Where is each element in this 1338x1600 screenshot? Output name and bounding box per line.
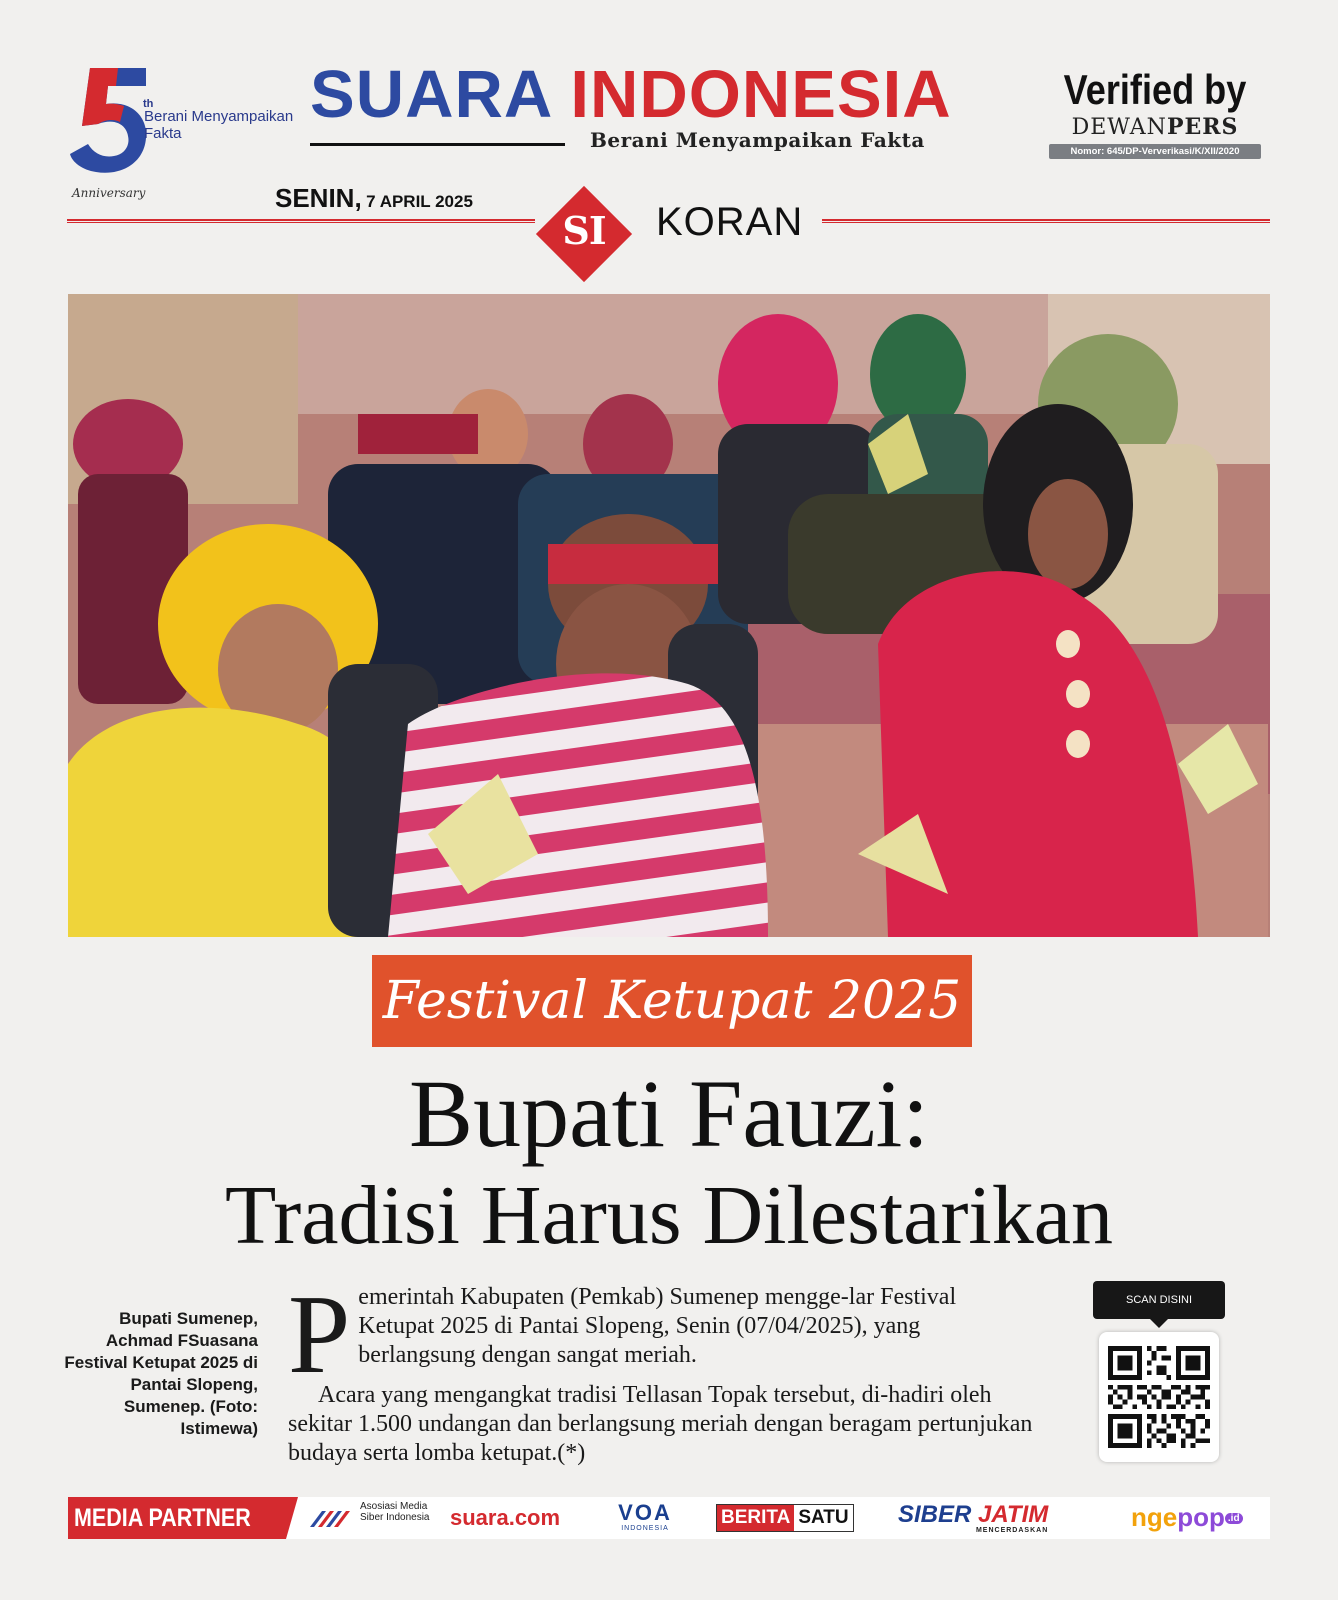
masthead-slogan: Berani Menyampaikan Fakta xyxy=(590,128,925,152)
verified-title: Verified by xyxy=(1063,66,1247,113)
headline xyxy=(0,1060,1338,1264)
masthead xyxy=(310,57,1030,132)
voa-logo-subtext: INDONESIA xyxy=(621,1525,669,1532)
headline-kicker: Festival Ketupat 2025 xyxy=(372,955,972,1047)
anniversary-script: Anniversary xyxy=(72,186,146,200)
article-paragraph-2: Acara yang mengangkat tradisi Tellasan Topak tersebut, di-hadiri oleh sekitar 1.500 undangan dan berlangsung meriah dengan beragam pertunjukan budaya serta lomba ketupat.(*) xyxy=(288,1382,1033,1466)
verified-org xyxy=(1040,114,1270,140)
festival-photo xyxy=(68,294,1270,937)
article-dropcap: P xyxy=(288,1273,351,1397)
media-partner-bar xyxy=(68,1497,1270,1539)
media-partner-label-tail xyxy=(286,1497,298,1539)
media-partner-label xyxy=(68,1497,286,1539)
qr-scan-box[interactable] xyxy=(1093,1281,1225,1465)
photo-caption: Bupati Sumenep, Achmad FSuasana Festival Ketupat 2025 di Pantai Slopeng, Sumenep. (Foto: Istimewa) xyxy=(64,1309,258,1438)
masthead-title xyxy=(310,58,952,132)
voa-logo-text: VOA xyxy=(618,1500,672,1525)
anniversary-logo xyxy=(68,64,298,214)
media-partner-label-text: MEDIA PARTNER xyxy=(74,1504,251,1532)
si-badge xyxy=(536,186,632,282)
partner-suara-logo[interactable]: suara.com xyxy=(450,1505,561,1530)
verified-badge xyxy=(1040,68,1270,159)
anniversary-suffix: th xyxy=(143,98,154,110)
festival-photo-illustration xyxy=(68,294,1270,937)
article-body xyxy=(288,1273,1038,1468)
qr-label: SCAN DISINI xyxy=(1093,1281,1225,1319)
five-anniversary-icon xyxy=(68,64,150,176)
dateline xyxy=(275,183,473,214)
partner-amsi-text: Asosiasi Media Siber Indonesia xyxy=(360,1501,430,1523)
si-badge-text: SI xyxy=(562,208,606,253)
partner-siberjatim-logo[interactable] xyxy=(898,1503,1048,1545)
date-day: SENIN, xyxy=(275,183,362,213)
verified-number: Nomor: 645/DP-Ververikasi/K/XII/2020 xyxy=(1049,144,1261,159)
siberjatim-part2: JATIM xyxy=(978,1501,1049,1528)
edition-label: KORAN xyxy=(656,200,804,244)
beritasatu-part1: BERITA xyxy=(717,1505,794,1531)
verified-org-pers: PERS xyxy=(1166,114,1239,140)
date-value: 7 APRIL 2025 xyxy=(366,192,473,211)
masthead-rule xyxy=(310,143,565,146)
ngepop-part1: nge xyxy=(1131,1502,1178,1532)
masthead-title-suara: SUARA xyxy=(310,57,551,132)
partner-beritasatu-logo[interactable] xyxy=(716,1504,854,1532)
anniversary-tagline: Berani Menyampaikan Fakta xyxy=(144,108,294,142)
verified-org-dewan: DEWAN xyxy=(1071,115,1167,140)
headline-line1: Bupati Fauzi: xyxy=(409,1060,929,1167)
siberjatim-tagline: MENCERDASKAN xyxy=(975,1527,1049,1534)
header-rule-left xyxy=(67,219,535,223)
partner-ngepop-logo[interactable] xyxy=(1131,1503,1243,1545)
siberjatim-part1: SIBER xyxy=(898,1501,972,1528)
qr-frame[interactable] xyxy=(1099,1332,1219,1462)
ngepop-part3: .id xyxy=(1225,1513,1243,1524)
partner-voa-logo[interactable] xyxy=(613,1501,677,1543)
header-rule-right xyxy=(822,219,1270,223)
amsi-mark-icon xyxy=(308,1507,356,1529)
ngepop-part2: pop xyxy=(1177,1502,1225,1532)
beritasatu-part2: SATU xyxy=(798,1507,849,1528)
qr-code-icon[interactable] xyxy=(1108,1346,1210,1448)
article-paragraph-1: emerintah Kabupaten (Pemkab) Sumenep mengge-lar Festival Ketupat 2025 di Pantai Slopeng, Senin (07/04/2025), yang berlangsung dengan sangat meriah. xyxy=(358,1284,957,1368)
masthead-title-indonesia: INDONESIA xyxy=(570,57,952,132)
headline-line2: Tradisi Harus Dilestarikan xyxy=(224,1169,1114,1262)
qr-arrow-icon xyxy=(1149,1318,1169,1328)
